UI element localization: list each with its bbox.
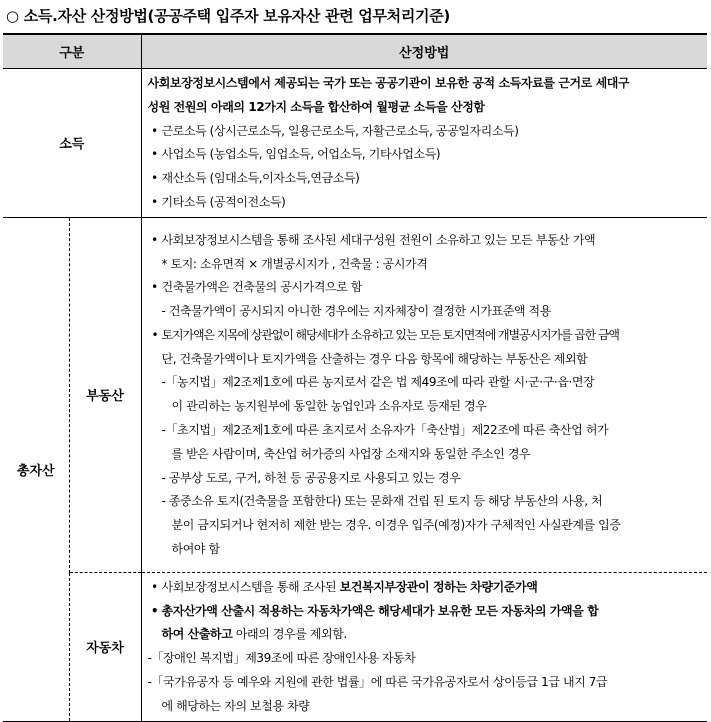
page-title: ○ 소득.자산 산정방법(공공주택 입주자 보유자산 관련 업무처리기준) — [6, 7, 450, 25]
realestate-line: 단, 건축물가액이나 토지가액을 산출하는 경우 다음 항목에 해당하는 부동산은 제외함 — [161, 351, 588, 366]
income-item: • 근로소득 (상시근로소득, 일용근로소득, 자활근로소득, 공공일자리소득) — [148, 120, 704, 144]
realestate-line: • 사회보장정보시스템을 통해 조사된 세대구성원 전원이 소유하고 있는 모든 부동산 가액 — [148, 229, 704, 253]
assets-label: 총자산 — [16, 463, 55, 479]
realestate-line: - 종중소유 토지(건축물을 포함한다) 또는 문화재 건립 된 토지 등 해당 부동산의 사용, 처 — [161, 494, 603, 509]
car-line-4: -「장애인 복지법」제39조에 따른 장애인사용 자동차 — [147, 651, 416, 666]
income-method — [141, 69, 707, 218]
car-line-1 — [148, 576, 704, 600]
header-category: 구분 — [3, 34, 141, 69]
car-method — [141, 572, 707, 721]
realestate-row — [3, 217, 707, 572]
realestate-line: 를 받은 사람이며, 축산업 허가증의 사업장 소재지와 동일한 주소인 경우 — [171, 446, 531, 461]
car-row — [3, 572, 707, 721]
realestate-line: • 토지가액은 지목에 상관없이 해당세대가 소유하고 있는 모든 토지면적에 개별공시지가를 곱한 금액 — [148, 324, 704, 348]
car-line-5: -「국가유공자 등 예우와 지원에 관한 법률」에 따른 국가유공자로서 상이등급 1급 내지 7급 — [147, 674, 608, 689]
income-item: • 기타소득 (공적이전소득) — [148, 191, 704, 215]
realestate-line: -「농지법」제2조제1호에 따른 농지로서 같은 법 제49조에 따라 관할 시·군·구·읍·면장 — [161, 375, 595, 390]
header-method: 산정방법 — [141, 34, 707, 69]
realestate-line: 분이 금지되거나 현저히 제한 받는 경우. 이경우 입주(예정)자가 구체적인 사실관계를 입증 — [171, 518, 621, 533]
car-line-3-plain: 아래의 경우를 제외함. — [232, 627, 347, 642]
income-row — [3, 69, 707, 218]
realestate-line: 이 관리하는 농지원부에 동일한 농업인과 소유자로 등재된 경우 — [171, 399, 487, 414]
realestate-label: 부동산 — [69, 217, 141, 572]
criteria-table — [3, 33, 707, 722]
income-label: 소득 — [59, 137, 85, 153]
car-line-6: 에 해당하는 자의 보철용 차량 — [161, 698, 310, 713]
realestate-line: * 토지: 소유면적 × 개별공시지가 , 건축물 : 공시가격 — [161, 256, 428, 271]
table-header-row — [3, 34, 707, 69]
realestate-method — [141, 217, 707, 572]
realestate-line: -「초지법」제2조제1호에 따른 초지로서 소유자가「축산법」제22조에 따른 축산업 허가 — [161, 423, 609, 438]
car-line-2: • 총자산가액 산출시 적용하는 자동차가액은 해당세대가 보유한 모든 자동차의 가액을 합 — [148, 600, 704, 624]
realestate-line: - 건축물가액이 공시되지 아니한 경우에는 지자체장이 결정한 시가표준액 적용 — [161, 304, 551, 319]
income-item: • 사업소득 (농업소득, 임업소득, 어업소득, 기타사업소득) — [148, 143, 704, 167]
income-item: • 재산소득 (임대소득,이자소득,연금소득) — [148, 167, 704, 191]
car-line-3-bold: 하여 산출하고 — [161, 627, 233, 642]
realestate-line: - 공부상 도로, 구거, 하천 등 공공용지로 사용되고 있는 경우 — [161, 470, 461, 485]
car-line-3 — [148, 623, 704, 647]
realestate-line: • 건축물가액은 건축물의 공시가격으로 함 — [148, 276, 704, 300]
car-line-1-bold: 보건복지부장관이 정하는 차량기준가액 — [339, 579, 538, 594]
realestate-line: 하여야 함 — [171, 542, 220, 557]
car-label: 자동차 — [69, 572, 141, 721]
car-line-1-plain: 사회보장정보시스템을 통해 조사된 — [161, 579, 340, 594]
income-intro-2: 성원 전원의 아래의 12가지 소득을 합산하여 월평균 소득을 산정함 — [147, 99, 485, 114]
income-intro-1: 사회보장정보시스템에서 제공되는 국가 또는 공공기관이 보유한 공적 소득자료를 근거로 세대구 — [147, 76, 630, 90]
